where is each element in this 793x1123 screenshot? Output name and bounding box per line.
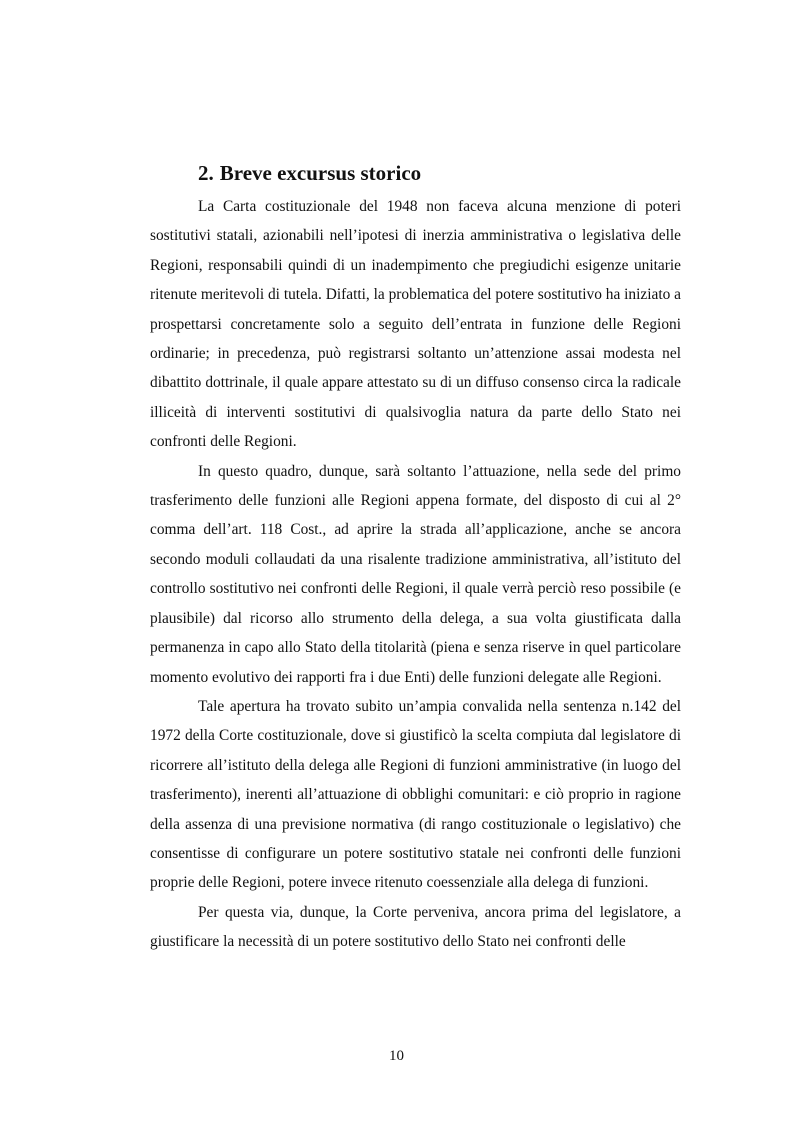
paragraph: La Carta costituzionale del 1948 non faceva alcuna menzione di poteri sostitutivi statali, azionabili nell’ipotesi di inerzia amministrativa o legislativa delle Regioni, responsabili quindi di un inadempimento che pregiudichi esigenze unitarie ritenute meritevoli di tutela. Difatti, la problematica del potere sostitutivo ha iniziato a prospettarsi concretamente solo a seguito dell’entrata in funzione delle Regioni ordinarie; in precedenza, può registrarsi soltanto un’attenzione assai modesta nel dibattito dottrinale, il quale appare attestato su di un diffuso consenso circa la radicale illiceità di interventi sostitutivi di qualsivoglia natura da parte dello Stato nei confronti delle Regioni.: [150, 198, 681, 451]
section-title: Breve excursus storico: [219, 161, 422, 185]
section-heading: [198, 158, 421, 188]
paragraph: Per questa via, dunque, la Corte perveniva, ancora prima del legislatore, a giustificare la necessità di un potere sostitutivo dello Stato nei confronti delle: [150, 903, 681, 951]
paragraph: Tale apertura ha trovato subito un’ampia convalida nella sentenza n.142 del 1972 della Corte costituzionale, dove si giustificò la scelta compiuta dal legislatore di ricorrere all’istituto della delega alle Regioni di funzioni amministrative (in luogo del trasferimento), inerenti all’attuazione di obblighi comunitari: e ciò proprio in ragione della assenza di una previsione normativa (di rango costituzionale o legislativo) che consentisse di configurare un potere sostitutivo statale nei confronti delle funzioni proprie delle Regioni, potere invece ritenuto coessenziale alla delega di funzioni.: [150, 697, 681, 892]
paragraph: In questo quadro, dunque, sarà soltanto l’attuazione, nella sede del primo trasferimento delle funzioni alle Regioni appena formate, del disposto di cui al 2° comma dell’art. 118 Cost., ad aprire la strada all’applicazione, anche se ancora secondo moduli collaudati da una risalente tradizione amministrativa, all’istituto del controllo sostitutivo nei confronti delle Regioni, il quale verrà perciò reso possibile (e plausibile) dal ricorso allo strumento della delega, a sua volta giustificata dalla permanenza in capo allo Stato della titolarità (piena e senza riserve in quel particolare momento evolutivo dei rapporti fra i due Enti) delle funzioni delegate alle Regioni.: [150, 462, 681, 686]
page-number: 10: [389, 1048, 404, 1064]
body-text: [150, 192, 681, 957]
section-number: 2.: [198, 161, 214, 185]
